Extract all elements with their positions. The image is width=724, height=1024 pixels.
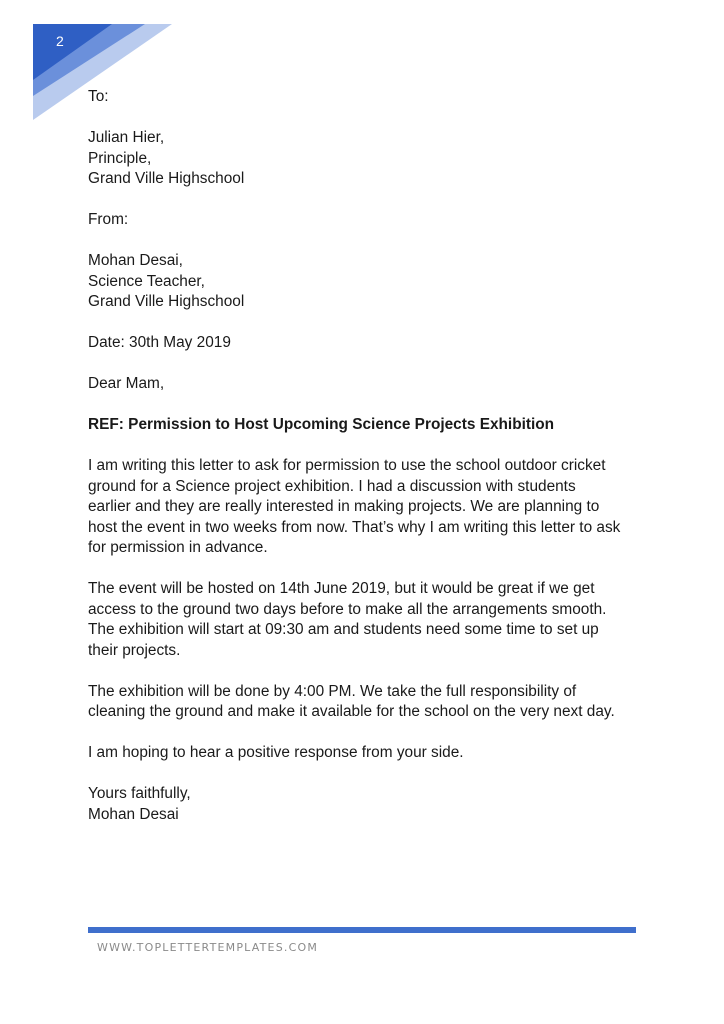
closing-block (88, 784, 648, 825)
letter-body (88, 87, 648, 846)
sender-name: Mohan Desai, (88, 252, 183, 269)
recipient-address (88, 128, 648, 190)
valediction: Yours faithfully, (88, 785, 191, 802)
signature-name: Mohan Desai (88, 805, 179, 823)
letter-date: Date: 30th May 2019 (88, 334, 231, 351)
from-label: From: (88, 211, 129, 228)
recipient-title: Principle, (88, 149, 152, 167)
to-block (88, 87, 648, 108)
reference-line: REF: Permission to Host Upcoming Science Projects Exhibition (88, 416, 555, 433)
paragraph-line: I am writing this letter to ask for permission to use the school outdoor cricket (88, 457, 606, 474)
recipient-organization: Grand Ville Highschool (88, 170, 245, 187)
salutation: Dear Mam, (88, 375, 165, 392)
footer-divider (88, 927, 636, 933)
paragraph-line: earlier and they are really interested in making projects. We are planning to (88, 498, 600, 515)
paragraph-line: access to the ground two days before to make all the arrangements smooth. (88, 600, 607, 618)
sender-address (88, 251, 648, 313)
body-paragraph-4 (88, 743, 648, 764)
paragraph-line: cleaning the ground and make it available for the school on the very next day. (88, 703, 615, 720)
body-paragraph-2 (88, 579, 648, 661)
paragraph-line: The event will be hosted on 14th June 2019, but it would be great if we get (88, 580, 595, 597)
paragraph-line: their projects. (88, 641, 181, 659)
body-paragraph-3 (88, 682, 648, 723)
paragraph-line: ground for a Science project exhibition. I had a discussion with students (88, 477, 576, 495)
paragraph-line: for permission in advance. (88, 539, 268, 556)
sender-organization: Grand Ville Highschool (88, 293, 245, 310)
sender-title: Science Teacher, (88, 272, 205, 290)
footer-website: WWW.TOPLETTERTEMPLATES.COM (97, 941, 319, 954)
recipient-name: Julian Hier, (88, 129, 165, 146)
to-label: To: (88, 88, 109, 105)
from-block (88, 210, 648, 231)
paragraph-line: host the event in two weeks from now. That’s why I am writing this letter to ask (88, 518, 621, 536)
paragraph-line: The exhibition will be done by 4:00 PM. We take the full responsibility of (88, 682, 577, 700)
page-number: 2 (56, 33, 64, 49)
paragraph-line: The exhibition will start at 09:30 am and students need some time to set up (88, 621, 599, 638)
paragraph-line: I am hoping to hear a positive response from your side. (88, 744, 464, 761)
body-paragraph-1 (88, 456, 648, 559)
